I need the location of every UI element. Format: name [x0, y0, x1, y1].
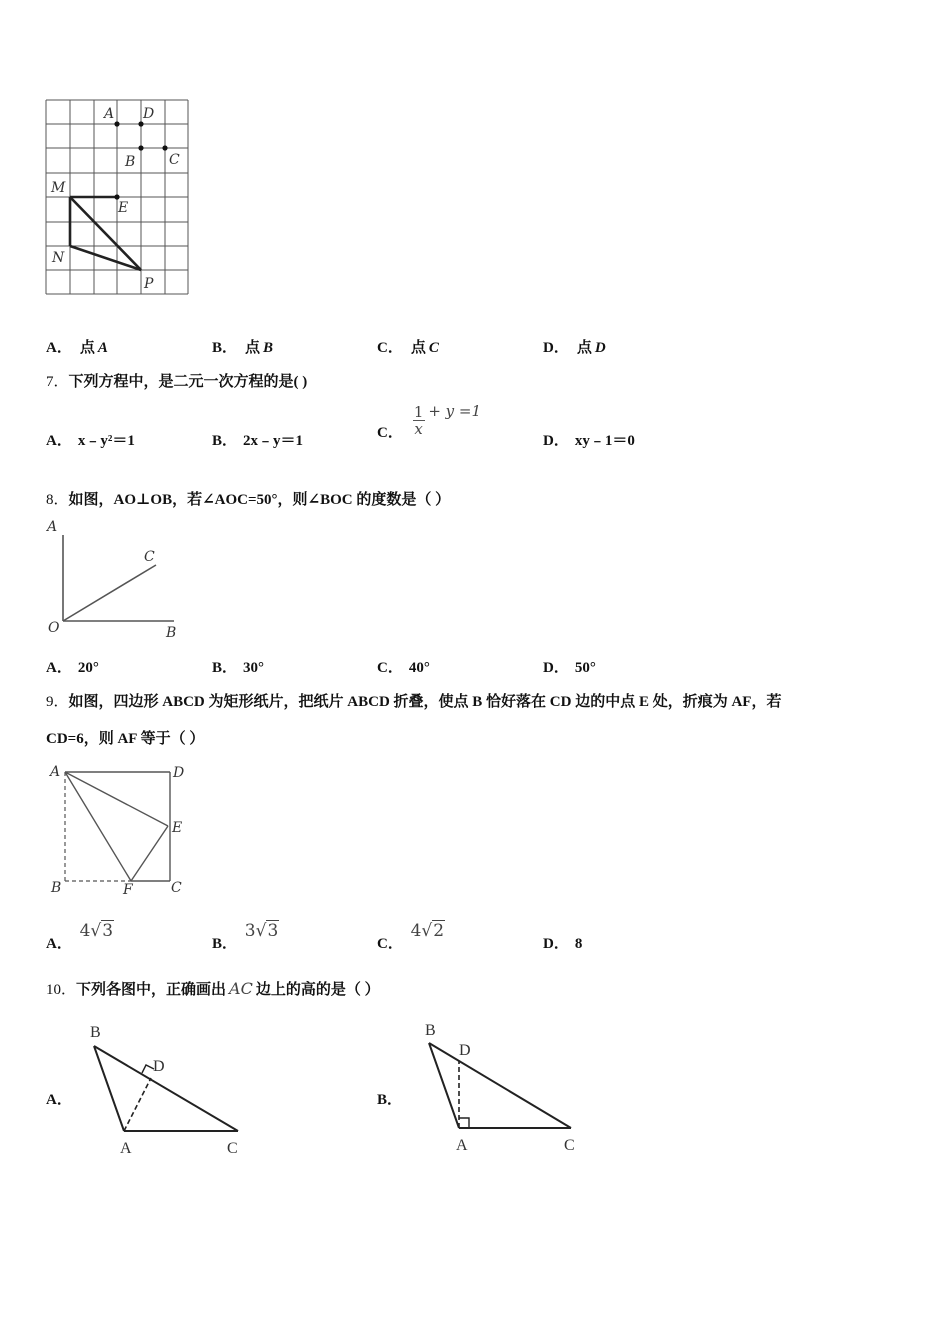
- q7-option-a[interactable]: A． x﹣y²＝1: [46, 433, 135, 449]
- q9-stem-line2: CD=6，则 AF 等于（ ）: [46, 731, 205, 747]
- label-b: B: [90, 1024, 101, 1041]
- point-e: [114, 194, 119, 199]
- label-c: C: [169, 152, 180, 168]
- label-b: B: [125, 154, 136, 170]
- q7-stem: 7．下列方程中，是二元一次方程的是( ): [46, 374, 308, 390]
- q9-stem-line1: 9．如图，四边形 ABCD 为矩形纸片，把纸片 ABCD 折叠，使点 B 恰好落在 CD 边的中点 E 处，折痕为 AF，若: [46, 694, 782, 710]
- label-d: D: [459, 1042, 471, 1059]
- fraction-1-over-x: $\frac{1}{x}$: [413, 403, 424, 438]
- q10-stem: 10．下列各图中，正确画出 AC 边上的高的是（ ）: [46, 979, 380, 998]
- label-a: A: [456, 1137, 468, 1154]
- label-c: C: [564, 1137, 575, 1154]
- rectangle-fold-figure: [44, 760, 204, 900]
- q9-option-c[interactable]: C． 4√2: [377, 921, 445, 952]
- q7-option-c[interactable]: C． $\frac{1}{x}$ + y =1: [377, 401, 482, 441]
- point-b: [138, 145, 143, 150]
- point-a: [114, 121, 119, 126]
- label-d: D: [173, 765, 185, 781]
- q8-option-b[interactable]: B． 30°: [212, 660, 265, 676]
- label-b: B: [425, 1022, 436, 1039]
- point-d: [138, 121, 143, 126]
- q7-option-b[interactable]: B． 2x﹣y＝1: [212, 433, 304, 449]
- grid-figure: [44, 98, 194, 298]
- q6-option-b[interactable]: B． 点 B: [212, 340, 274, 356]
- q9-option-d[interactable]: D． 8: [543, 936, 583, 952]
- q7-option-d[interactable]: D． xy﹣1＝0: [543, 433, 635, 449]
- q8-stem: 8．如图，AO⊥OB，若∠AOC=50°，则∠BOC 的度数是（ ）: [46, 492, 451, 508]
- label-e: E: [118, 200, 129, 216]
- point-c: [162, 145, 167, 150]
- label-b: B: [166, 625, 177, 641]
- angle-figure: [44, 515, 194, 645]
- label-c: C: [144, 549, 155, 565]
- q10-option-a[interactable]: A．: [46, 1092, 72, 1108]
- q8-option-a[interactable]: A． 20°: [46, 660, 99, 676]
- triangle-figure-a: [80, 1015, 260, 1165]
- q9-option-a[interactable]: A． 4√3: [46, 921, 114, 952]
- label-a: A: [104, 106, 115, 122]
- label-c: C: [171, 880, 182, 896]
- triangle-mnp: [70, 197, 141, 270]
- label-p: P: [144, 276, 154, 292]
- label-b: B: [51, 880, 62, 896]
- q9-option-b[interactable]: B． 3√3: [212, 921, 279, 952]
- label-a: A: [120, 1140, 132, 1157]
- label-m: M: [51, 180, 66, 196]
- radical-3-sqrt-3: 3√3: [244, 921, 279, 941]
- triangle-figure-b: [415, 1015, 595, 1165]
- label-f: F: [123, 882, 133, 898]
- label-n: N: [52, 250, 65, 266]
- q6-option-c[interactable]: C． 点 C: [377, 340, 439, 356]
- q6-option-d[interactable]: D． 点 D: [543, 340, 606, 356]
- label-e: E: [172, 820, 183, 836]
- q10-option-b[interactable]: B．: [377, 1092, 403, 1108]
- label-a: A: [47, 519, 58, 535]
- q6-option-a[interactable]: A． 点 A: [46, 340, 108, 356]
- q8-option-c[interactable]: C． 40°: [377, 660, 430, 676]
- label-d: D: [153, 1058, 165, 1075]
- label-a: A: [50, 764, 61, 780]
- label-d: D: [143, 106, 155, 122]
- q8-option-d[interactable]: D． 50°: [543, 660, 596, 676]
- radical-4-sqrt-2: 4√2: [410, 921, 445, 941]
- label-c: C: [227, 1140, 238, 1157]
- radical-4-sqrt-3: 4√3: [79, 921, 114, 941]
- label-o: O: [48, 620, 60, 636]
